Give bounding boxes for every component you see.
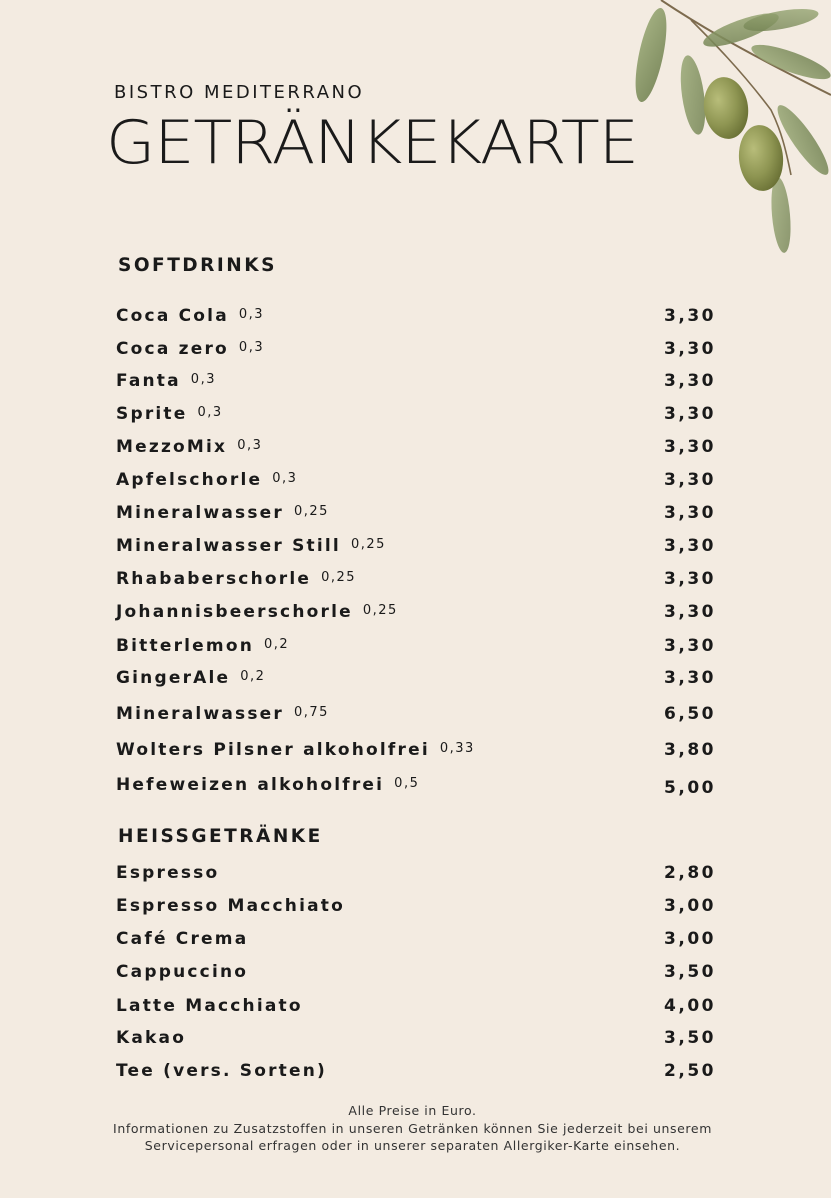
item-size: 0,3 [272, 471, 298, 486]
item-size: 0,25 [362, 603, 398, 618]
item-name: Johannisbeerschorle [116, 602, 353, 622]
menu-item [116, 929, 716, 955]
menu-item [116, 1028, 716, 1054]
item-name: MezzoMix [116, 437, 228, 457]
menu-item [116, 602, 716, 628]
item-name: Fanta [116, 371, 181, 391]
item-size: 0,33 [439, 741, 475, 756]
item-price: 3,30 [664, 470, 716, 490]
item-size: 0,2 [240, 669, 266, 684]
item-size: 0,3 [197, 405, 223, 420]
menu-item [116, 404, 716, 430]
item-name: Tee (vers. Sorten) [116, 1061, 328, 1081]
item-price: 3,30 [664, 569, 716, 589]
item-size: 0,3 [237, 438, 263, 453]
item-name: Sprite [116, 404, 188, 424]
section-title-hot-drinks: HEISSGETRÄNKE [118, 826, 323, 847]
menu-item [116, 996, 716, 1022]
item-name: Wolters Pilsner alkoholfrei [116, 740, 430, 760]
item-name: Hefeweizen alkoholfrei [116, 775, 385, 795]
item-name: Latte Macchiato [116, 996, 303, 1016]
menu-item [116, 437, 716, 463]
item-name: Bitterlemon [116, 636, 255, 656]
olive-branch-icon [631, 0, 831, 260]
item-price: 3,50 [664, 962, 716, 982]
item-name: Espresso [116, 863, 220, 883]
item-name: Espresso Macchiato [116, 896, 345, 916]
item-size: 0,5 [394, 776, 420, 791]
item-price: 6,50 [664, 704, 716, 724]
menu-item [116, 962, 716, 988]
item-name: Coca zero [116, 339, 229, 359]
item-price: 3,00 [664, 896, 716, 916]
item-name: Cappuccino [116, 962, 249, 982]
item-size: 0,2 [264, 637, 290, 652]
item-size: 0,3 [238, 307, 265, 322]
item-price: 3,30 [664, 437, 716, 457]
item-price: 3,30 [664, 404, 716, 424]
menu-item [116, 503, 716, 529]
footer-currency-note: Alle Preise in Euro. [348, 1103, 477, 1118]
item-name: Mineralwasser Still [116, 536, 341, 556]
item-price: 3,30 [664, 668, 716, 688]
menu-item [116, 306, 716, 332]
item-size: 0,25 [321, 570, 357, 585]
menu-item [116, 636, 716, 662]
item-size: 0,3 [190, 372, 216, 387]
section-title-softdrinks: SOFTDRINKS [118, 255, 277, 276]
item-name: Coca Cola [116, 306, 229, 326]
menu-item [116, 775, 716, 801]
item-name: Mineralwasser [116, 704, 284, 724]
item-price: 5,00 [664, 778, 716, 798]
item-name: Mineralwasser [116, 503, 284, 523]
item-name: GingerAle [116, 668, 231, 688]
item-name: Rhababerschorle [116, 569, 312, 589]
page-title: GETRÄNKEKARTE [106, 108, 638, 178]
item-price: 2,80 [664, 863, 716, 883]
menu-item [116, 536, 716, 562]
item-price: 4,00 [664, 996, 716, 1016]
item-price: 3,00 [664, 929, 716, 949]
menu-item [116, 668, 716, 694]
item-size: 0,25 [350, 537, 386, 552]
item-price: 3,30 [664, 339, 716, 359]
menu-item [116, 740, 716, 766]
item-size: 0,25 [294, 504, 329, 519]
menu-item [116, 1061, 716, 1087]
menu-item [116, 863, 716, 889]
item-price: 3,30 [664, 503, 716, 523]
footer-allergen-note: Informationen zu Zusatzstoffen in unseren Getränken können Sie jederzeit bei unserem Servicepersonal erfragen oder in unserer separaten Allergiker-Karte einsehen. [113, 1120, 712, 1153]
menu-item [116, 569, 716, 595]
menu-item [116, 371, 716, 397]
item-price: 3,80 [664, 740, 716, 760]
item-name: Café Crema [116, 929, 249, 949]
footer-note [100, 1102, 725, 1155]
item-price: 3,30 [664, 636, 716, 656]
item-price: 3,30 [664, 536, 716, 556]
item-price: 2,50 [664, 1061, 716, 1081]
item-price: 3,30 [664, 371, 716, 391]
item-size: 0,3 [238, 340, 265, 355]
restaurant-name: BISTRO MEDITERRANO [114, 82, 365, 103]
menu-item [116, 339, 716, 365]
menu-item [116, 896, 716, 922]
menu-item [116, 704, 716, 730]
item-name: Kakao [116, 1028, 187, 1048]
item-price: 3,30 [664, 306, 716, 326]
item-price: 3,30 [664, 602, 716, 622]
item-name: Apfelschorle [116, 470, 263, 490]
item-size: 0,75 [294, 705, 329, 720]
menu-item [116, 470, 716, 496]
item-price: 3,50 [664, 1028, 716, 1048]
